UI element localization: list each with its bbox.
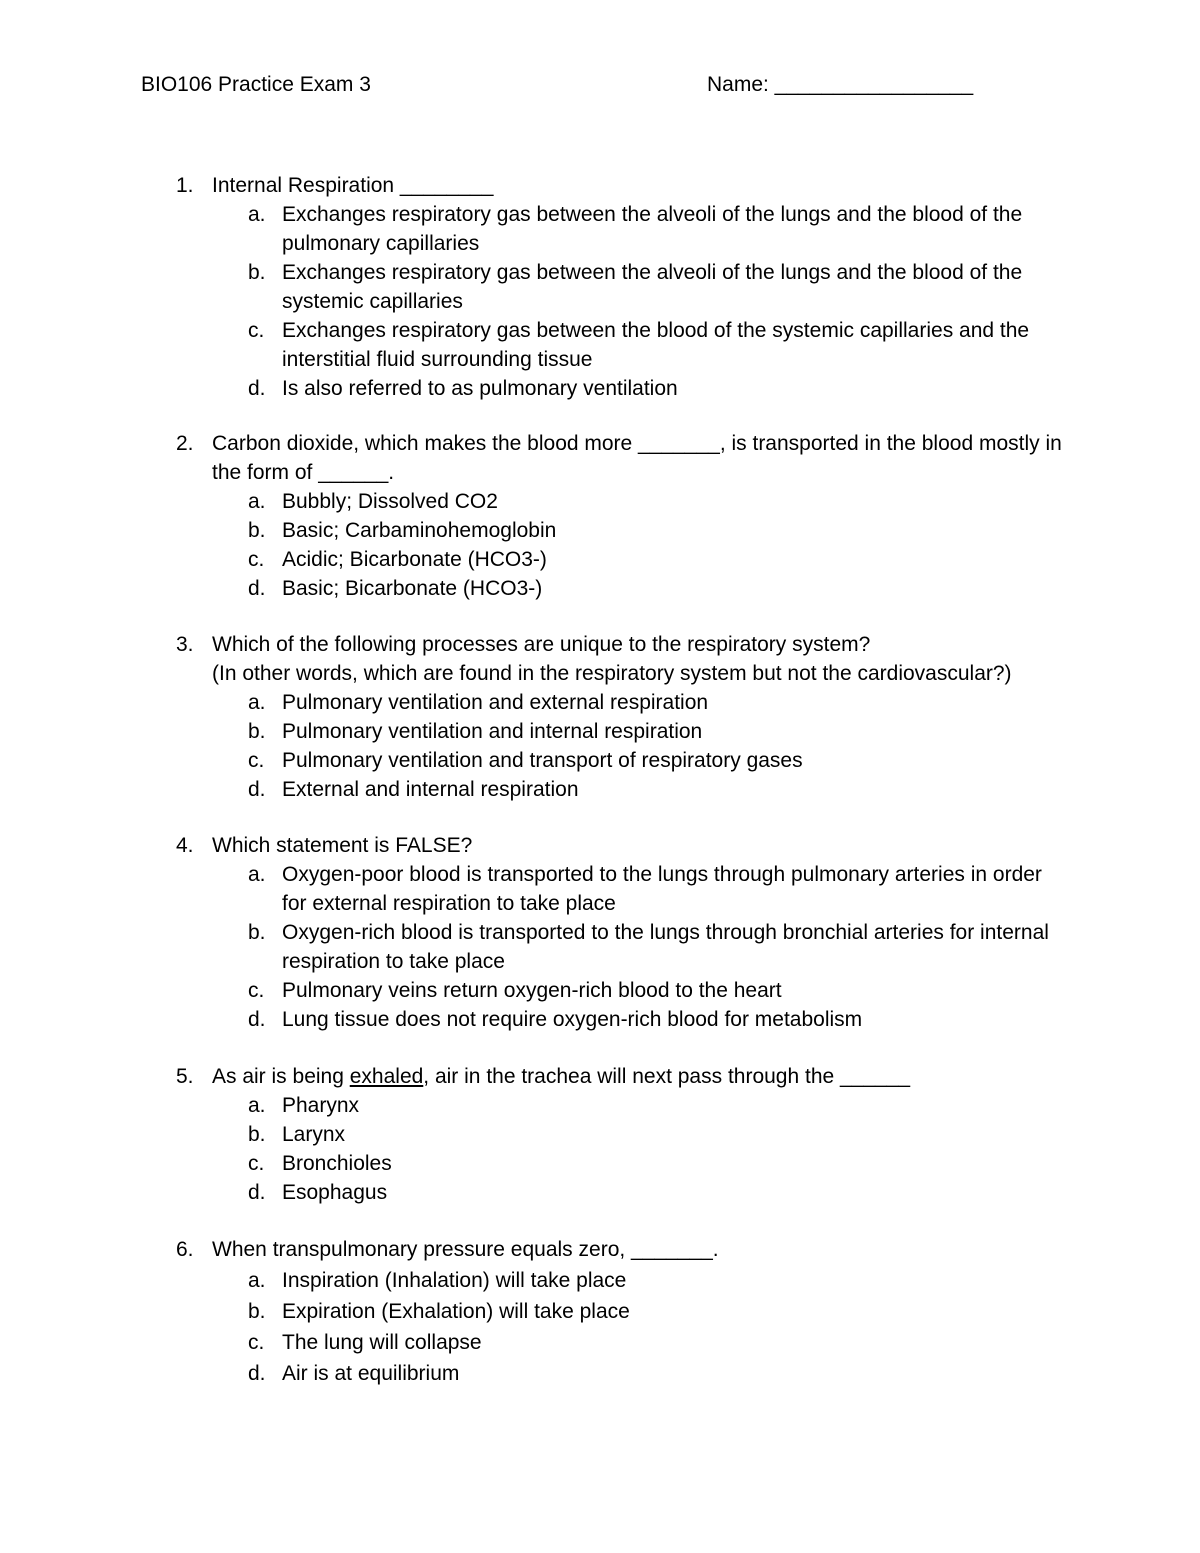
option-text: Exchanges respiratory gas between the alveoli of the lungs and the blood of the pulmonary capillaries: [282, 203, 1023, 255]
question-1: [172, 171, 1072, 403]
question-stem: [172, 171, 1072, 200]
question-2: [172, 429, 1072, 603]
answer-option-c: [212, 545, 1072, 574]
answer-option-d: [212, 1005, 1072, 1034]
answer-option-b: [212, 1296, 1072, 1327]
option-text: Pulmonary ventilation and external respiration: [282, 691, 709, 714]
answer-options: [212, 200, 1072, 403]
option-text: Exchanges respiratory gas between the alveoli of the lungs and the blood of the systemic capillaries: [282, 261, 1023, 313]
option-text: Pharynx: [282, 1094, 360, 1117]
option-letter: c.: [248, 1331, 265, 1354]
answer-option-a: [212, 860, 1072, 918]
question-stem: [172, 1234, 1072, 1265]
option-text: Air is at equilibrium: [282, 1362, 460, 1385]
answer-options: [212, 1265, 1072, 1389]
option-text: Larynx: [282, 1123, 346, 1146]
answer-option-d: [212, 1178, 1072, 1207]
answer-option-a: [212, 1091, 1072, 1120]
option-letter: a.: [248, 1269, 266, 1292]
option-letter: b.: [248, 519, 266, 542]
option-letter: b.: [248, 1123, 266, 1146]
question-text-line-2: (In other words, which are found in the respiratory system but not the cardiovascular?): [212, 662, 1012, 685]
option-letter: c.: [248, 548, 265, 571]
answer-option-b: [212, 1120, 1072, 1149]
answer-option-a: [212, 200, 1072, 258]
answer-option-b: [212, 516, 1072, 545]
answer-options: [212, 688, 1072, 804]
option-text: External and internal respiration: [282, 778, 579, 801]
question-stem: [172, 831, 1072, 860]
option-text: Is also referred to as pulmonary ventilation: [282, 377, 678, 400]
option-letter: d.: [248, 577, 266, 600]
option-letter: d.: [248, 778, 266, 801]
question-text: Which statement is FALSE?: [212, 834, 473, 857]
answer-options: [212, 1091, 1072, 1207]
option-letter: a.: [248, 863, 266, 886]
question-number: 1.: [176, 174, 194, 197]
option-text: Pulmonary veins return oxygen-rich blood to the heart: [282, 979, 782, 1002]
answer-option-d: [212, 574, 1072, 603]
option-text: Bronchioles: [282, 1152, 392, 1175]
option-text: Bubbly; Dissolved CO2: [282, 490, 498, 513]
answer-option-a: [212, 487, 1072, 516]
option-letter: c.: [248, 749, 265, 772]
question-number: 6.: [176, 1238, 194, 1261]
option-text: Oxygen-poor blood is transported to the lungs through pulmonary arteries in order for external respiration to take place: [282, 863, 1042, 915]
question-number: 3.: [176, 633, 194, 656]
question-text-underlined: exhaled: [349, 1065, 424, 1088]
answer-option-a: [212, 688, 1072, 717]
option-text: The lung will collapse: [282, 1331, 482, 1354]
option-text: Inspiration (Inhalation) will take place: [282, 1269, 627, 1292]
option-letter: b.: [248, 1300, 266, 1323]
question-number: 2.: [176, 432, 194, 455]
question-number: 5.: [176, 1065, 194, 1088]
question-6: [172, 1234, 1072, 1389]
option-text: Acidic; Bicarbonate (HCO3-): [282, 548, 547, 571]
answer-option-b: [212, 717, 1072, 746]
question-text: Carbon dioxide, which makes the blood more _______, is transported in the blood mostly in the form of ______.: [212, 432, 1062, 484]
answer-option-c: [212, 1327, 1072, 1358]
option-text: Oxygen-rich blood is transported to the lungs through bronchial arteries for internal respiration to take place: [282, 921, 1049, 973]
option-text: Lung tissue does not require oxygen-rich blood for metabolism: [282, 1008, 863, 1031]
option-letter: d.: [248, 377, 266, 400]
answer-option-c: [212, 316, 1072, 374]
question-3: [172, 630, 1072, 804]
option-text: Basic; Carbaminohemoglobin: [282, 519, 557, 542]
option-letter: a.: [248, 691, 266, 714]
option-letter: d.: [248, 1181, 266, 1204]
option-text: Expiration (Exhalation) will take place: [282, 1300, 630, 1323]
question-stem: [172, 1062, 1072, 1091]
name-field: Name: _________________: [707, 73, 974, 96]
answer-option-b: [212, 258, 1072, 316]
question-text: Which of the following processes are unique to the respiratory system?: [212, 633, 871, 656]
option-text: Exchanges respiratory gas between the blood of the systemic capillaries and the interstitial fluid surrounding tissue: [282, 319, 1030, 371]
answer-option-d: [212, 1358, 1072, 1389]
answer-option-d: [212, 775, 1072, 804]
question-stem: [172, 630, 1072, 688]
option-letter: b.: [248, 261, 266, 284]
option-letter: a.: [248, 203, 266, 226]
option-letter: d.: [248, 1362, 266, 1385]
option-letter: b.: [248, 720, 266, 743]
question-stem: [172, 429, 1072, 487]
option-text: Basic; Bicarbonate (HCO3-): [282, 577, 543, 600]
answer-option-a: [212, 1265, 1072, 1296]
option-text: Esophagus: [282, 1181, 388, 1204]
option-letter: b.: [248, 921, 266, 944]
question-text-after: , air in the trachea will next pass through the ______: [423, 1065, 911, 1088]
option-text: Pulmonary ventilation and internal respiration: [282, 720, 703, 743]
question-text: When transpulmonary pressure equals zero, _______.: [212, 1238, 719, 1261]
question-number: 4.: [176, 834, 194, 857]
answer-option-d: [212, 374, 1072, 403]
answer-option-b: [212, 918, 1072, 976]
question-text: Internal Respiration ________: [212, 174, 494, 197]
option-text: Pulmonary ventilation and transport of respiratory gases: [282, 749, 803, 772]
answer-option-c: [212, 746, 1072, 775]
option-letter: c.: [248, 979, 265, 1002]
question-text-before: As air is being: [212, 1065, 350, 1088]
answer-options: [212, 487, 1072, 603]
option-letter: a.: [248, 490, 266, 513]
answer-option-c: [212, 976, 1072, 1005]
option-letter: d.: [248, 1008, 266, 1031]
option-letter: a.: [248, 1094, 266, 1117]
question-4: [172, 831, 1072, 1034]
answer-options: [212, 860, 1072, 1034]
option-letter: c.: [248, 1152, 265, 1175]
question-5: [172, 1062, 1072, 1207]
course-title: BIO106 Practice Exam 3: [141, 73, 371, 96]
answer-option-c: [212, 1149, 1072, 1178]
option-letter: c.: [248, 319, 265, 342]
